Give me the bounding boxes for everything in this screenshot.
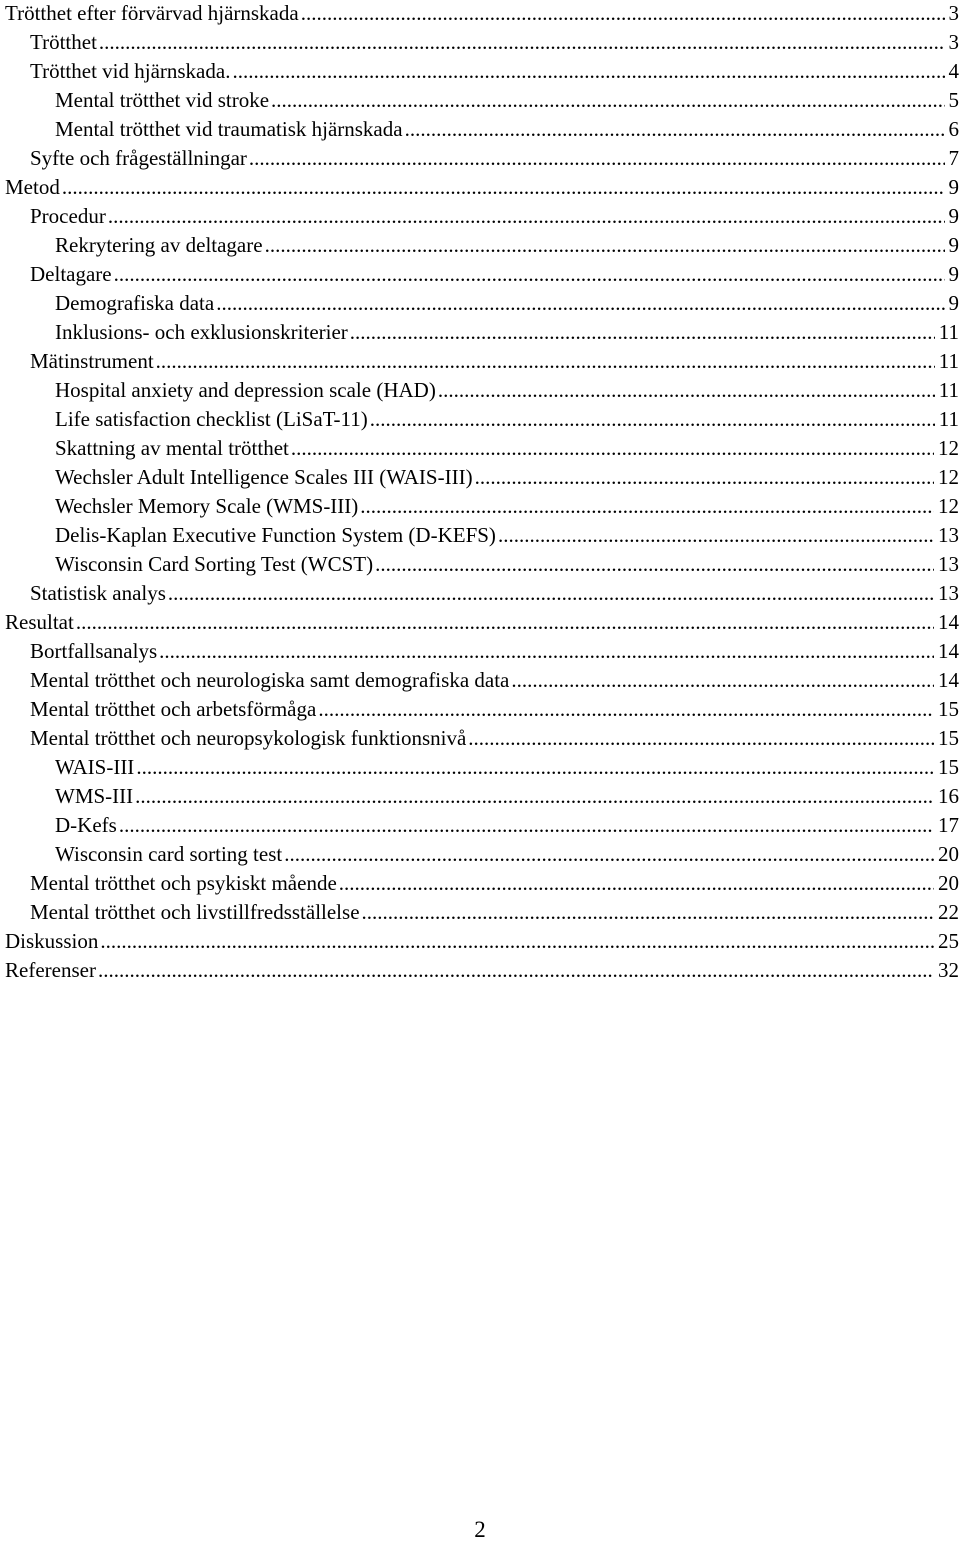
toc-dot-leader bbox=[98, 957, 934, 983]
toc-entry[interactable] bbox=[0, 725, 960, 754]
toc-entry-title: Bortfallsanalys bbox=[30, 639, 158, 663]
toc-dot-leader bbox=[119, 812, 934, 838]
toc-entry[interactable] bbox=[0, 696, 960, 725]
toc-entry-page-number: 9 bbox=[948, 262, 959, 286]
toc-entry-page-number: 9 bbox=[948, 204, 959, 228]
toc-entry-page-number: 6 bbox=[948, 117, 959, 141]
toc-dot-leader bbox=[362, 899, 934, 925]
toc-dot-leader bbox=[511, 667, 934, 693]
toc-entry[interactable] bbox=[0, 435, 960, 464]
toc-dot-leader bbox=[405, 116, 945, 142]
toc-dot-leader bbox=[108, 203, 945, 229]
toc-entry-page-number: 12 bbox=[938, 465, 959, 489]
toc-entry[interactable] bbox=[0, 203, 960, 232]
toc-entry[interactable] bbox=[0, 551, 960, 580]
toc-dot-leader bbox=[216, 290, 944, 316]
toc-entry[interactable] bbox=[0, 174, 960, 203]
toc-entry-page-number: 11 bbox=[938, 320, 959, 344]
toc-dot-leader bbox=[339, 870, 934, 896]
toc-entry[interactable] bbox=[0, 406, 960, 435]
toc-entry-page-number: 20 bbox=[938, 871, 959, 895]
toc-entry-title: Mental trötthet och livstillfredsställelse bbox=[30, 900, 360, 924]
toc-entry-page-number: 14 bbox=[938, 639, 959, 663]
toc-dot-leader bbox=[62, 174, 945, 200]
toc-entry-title: Mental trötthet och psykiskt mående bbox=[30, 871, 337, 895]
toc-dot-leader bbox=[301, 0, 945, 26]
toc-entry-page-number: 20 bbox=[938, 842, 959, 866]
toc-entry-page-number: 9 bbox=[948, 175, 959, 199]
toc-entry[interactable] bbox=[0, 0, 960, 29]
toc-entry[interactable] bbox=[0, 841, 960, 870]
toc-entry-page-number: 12 bbox=[938, 436, 959, 460]
toc-entry-page-number: 3 bbox=[948, 1, 959, 25]
toc-dot-leader bbox=[114, 261, 945, 287]
toc-entry[interactable] bbox=[0, 493, 960, 522]
toc-entry-title: D-Kefs bbox=[55, 813, 117, 837]
toc-dot-leader bbox=[232, 58, 944, 84]
toc-entry[interactable] bbox=[0, 87, 960, 116]
toc-entry[interactable] bbox=[0, 232, 960, 261]
toc-entry-title: Deltagare bbox=[30, 262, 112, 286]
toc-entry[interactable] bbox=[0, 870, 960, 899]
toc-entry[interactable] bbox=[0, 812, 960, 841]
toc-dot-leader bbox=[318, 696, 934, 722]
toc-entry[interactable] bbox=[0, 29, 960, 58]
toc-entry-title: Mental trötthet och neurologiska samt demografiska data bbox=[30, 668, 510, 692]
toc-entry[interactable] bbox=[0, 290, 960, 319]
toc-entry[interactable] bbox=[0, 377, 960, 406]
toc-entry[interactable] bbox=[0, 609, 960, 638]
toc-entry-title: Procedur bbox=[30, 204, 106, 228]
toc-entry[interactable] bbox=[0, 667, 960, 696]
toc-entry-title: WAIS-III bbox=[55, 755, 135, 779]
toc-dot-leader bbox=[375, 551, 934, 577]
toc-dot-leader bbox=[159, 638, 934, 664]
toc-entry[interactable] bbox=[0, 58, 960, 87]
toc-dot-leader bbox=[156, 348, 935, 374]
toc-entry-title: Referenser bbox=[5, 958, 96, 982]
toc-entry-page-number: 32 bbox=[938, 958, 959, 982]
toc-dot-leader bbox=[438, 377, 935, 403]
toc-entry-page-number: 16 bbox=[938, 784, 959, 808]
toc-entry-page-number: 15 bbox=[938, 697, 959, 721]
toc-entry-title: Wisconsin card sorting test bbox=[55, 842, 283, 866]
toc-entry-page-number: 14 bbox=[938, 610, 959, 634]
toc-dot-leader bbox=[475, 464, 934, 490]
toc-entry-title: Life satisfaction checklist (LiSaT-11) bbox=[55, 407, 368, 431]
toc-entry-title: Hospital anxiety and depression scale (HAD) bbox=[55, 378, 436, 402]
toc-entry[interactable] bbox=[0, 783, 960, 812]
toc-entry[interactable] bbox=[0, 957, 960, 986]
toc-entry[interactable] bbox=[0, 261, 960, 290]
toc-entry-title: Mental trötthet och arbetsförmåga bbox=[30, 697, 317, 721]
toc-entry-title: Wechsler Memory Scale (WMS-III) bbox=[55, 494, 359, 518]
toc-entry-page-number: 13 bbox=[938, 552, 959, 576]
toc-entry-page-number: 9 bbox=[948, 291, 959, 315]
toc-entry-page-number: 7 bbox=[948, 146, 959, 170]
toc-entry[interactable] bbox=[0, 464, 960, 493]
toc-entry[interactable] bbox=[0, 348, 960, 377]
toc-dot-leader bbox=[249, 145, 945, 171]
toc-entry-page-number: 22 bbox=[938, 900, 959, 924]
toc-entry-page-number: 13 bbox=[938, 523, 959, 547]
toc-entry-title: Delis-Kaplan Executive Function System (D-KEFS) bbox=[55, 523, 496, 547]
toc-entry[interactable] bbox=[0, 638, 960, 667]
toc-entry-page-number: 3 bbox=[948, 30, 959, 54]
toc-entry-page-number: 17 bbox=[938, 813, 959, 837]
toc-entry[interactable] bbox=[0, 580, 960, 609]
toc-entry[interactable] bbox=[0, 319, 960, 348]
toc-dot-leader bbox=[136, 754, 934, 780]
toc-dot-leader bbox=[291, 435, 934, 461]
toc-dot-leader bbox=[360, 493, 934, 519]
toc-entry-page-number: 15 bbox=[938, 755, 959, 779]
toc-dot-leader bbox=[350, 319, 935, 345]
toc-entry-title: Rekrytering av deltagare bbox=[55, 233, 263, 257]
toc-entry-title: Wisconsin Card Sorting Test (WCST) bbox=[55, 552, 374, 576]
toc-entry[interactable] bbox=[0, 145, 960, 174]
toc-dot-leader bbox=[284, 841, 934, 867]
toc-entry-title: Mental trötthet vid stroke bbox=[55, 88, 270, 112]
toc-entry-page-number: 5 bbox=[948, 88, 959, 112]
toc-entry-title: Statistisk analys bbox=[30, 581, 166, 605]
toc-dot-leader bbox=[468, 725, 934, 751]
toc-entry-page-number: 4 bbox=[948, 59, 959, 83]
toc-entry-title: Syfte och frågeställningar bbox=[30, 146, 247, 170]
toc-entry-page-number: 11 bbox=[938, 378, 959, 402]
toc-entry-title: Metod bbox=[5, 175, 60, 199]
toc-entry-title: Trötthet bbox=[30, 30, 97, 54]
toc-entry-title: Inklusions- och exklusionskriterier bbox=[55, 320, 348, 344]
toc-entry-title: Diskussion bbox=[5, 929, 99, 953]
toc-entry-title: Resultat bbox=[5, 610, 74, 634]
toc-dot-leader bbox=[100, 928, 934, 954]
toc-entry-page-number: 15 bbox=[938, 726, 959, 750]
toc-entry-page-number: 14 bbox=[938, 668, 959, 692]
toc-dot-leader bbox=[271, 87, 944, 113]
toc-entry-title: Demografiska data bbox=[55, 291, 215, 315]
toc-entry-page-number: 12 bbox=[938, 494, 959, 518]
toc-dot-leader bbox=[370, 406, 935, 432]
toc-entry-title: Mental trötthet och neuropsykologisk funktionsnivå bbox=[30, 726, 467, 750]
toc-entry-page-number: 11 bbox=[938, 349, 959, 373]
toc-entry-title: WMS-III bbox=[55, 784, 134, 808]
toc-entry-title: Trötthet vid hjärnskada. bbox=[30, 59, 231, 83]
toc-entry[interactable] bbox=[0, 928, 960, 957]
toc-dot-leader bbox=[498, 522, 934, 548]
page-number: 2 bbox=[474, 1517, 486, 1542]
toc-dot-leader bbox=[99, 29, 945, 55]
toc-dot-leader bbox=[135, 783, 934, 809]
toc-entry-page-number: 25 bbox=[938, 929, 959, 953]
toc-entry-title: Skattning av mental trötthet bbox=[55, 436, 289, 460]
toc-dot-leader bbox=[168, 580, 934, 606]
toc-dot-leader bbox=[265, 232, 945, 258]
toc-entry-title: Trötthet efter förvärvad hjärnskada bbox=[5, 1, 299, 25]
toc-entry[interactable] bbox=[0, 116, 960, 145]
toc-entry-page-number: 9 bbox=[948, 233, 959, 257]
toc-entry-page-number: 11 bbox=[938, 407, 959, 431]
toc-entry-title: Mätinstrument bbox=[30, 349, 154, 373]
toc-entry-page-number: 13 bbox=[938, 581, 959, 605]
toc-dot-leader bbox=[76, 609, 934, 635]
toc-entry-title: Wechsler Adult Intelligence Scales III (WAIS-III) bbox=[55, 465, 473, 489]
toc-entry[interactable] bbox=[0, 899, 960, 928]
toc-entry[interactable] bbox=[0, 754, 960, 783]
toc-entry[interactable] bbox=[0, 522, 960, 551]
toc-entry-title: Mental trötthet vid traumatisk hjärnskada bbox=[55, 117, 403, 141]
